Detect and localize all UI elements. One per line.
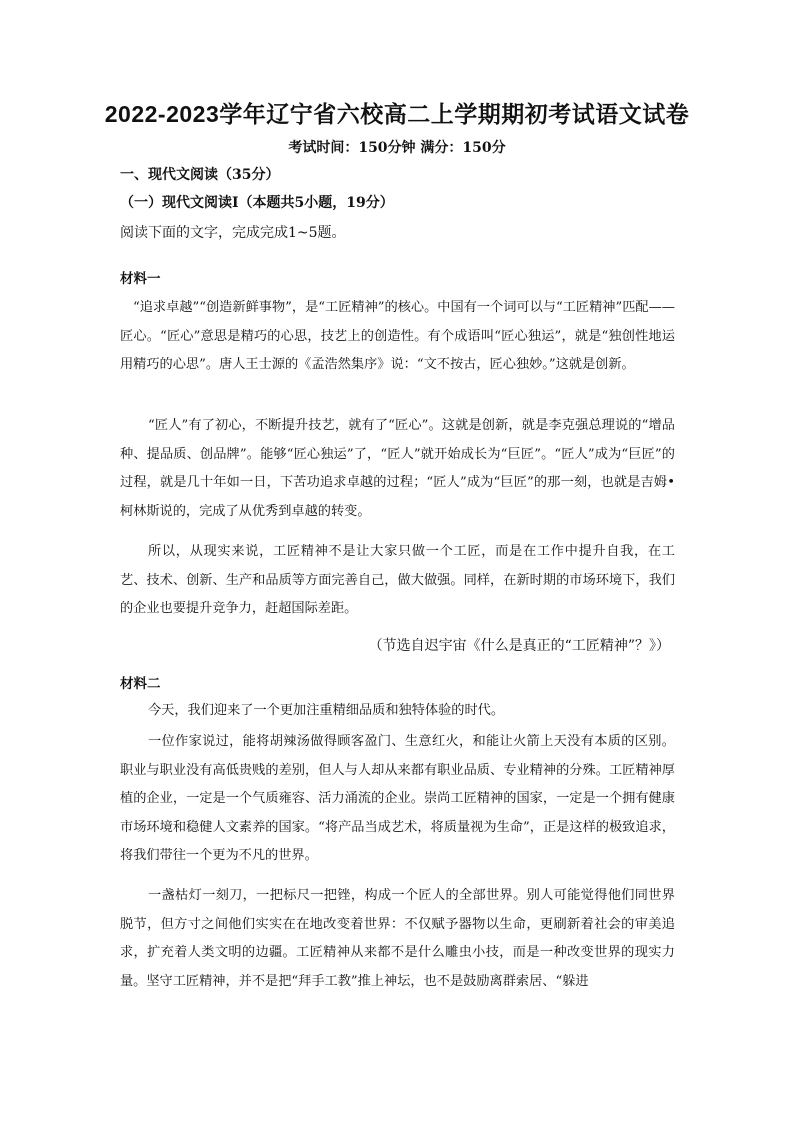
exam-info: 考试时间：150分钟 满分：150分 bbox=[288, 140, 506, 156]
material-one-paragraph: “追求卓越”“创造新鲜事物”，是“工匠精神”的核心。中国有一个词可以与“工匠精神”匹配——匠心。“匠心”意思是精巧的心思，技艺上的创造性。有个成语叫“匠心独运”，就是“独创性地运用精巧的心思”。唐人王士源的《孟浩然集序》说：“文不按古，匠心独妙。”这就是创新。 bbox=[120, 300, 675, 372]
material-two-paragraph: 一盏枯灯一刻刀，一把标尺一把锉，构成一个匠人的全部世界。别人可能觉得他们同世界脱节，但方寸之间他们实实在在地改变着世界：不仅赋予器物以生命，更刷新着社会的审美追求，扩充着人类文明的边疆。工匠精神从来都不是什么雕虫小技，而是一种改变世界的现实力量。坚守工匠精神，并不是把“拜手工教”推上神坛，也不是鼓励离群索居、“躲进 bbox=[120, 888, 675, 989]
material-two-paragraph: 一位作家说过，能将胡辣汤做得顾客盈门、生意红火，和能让火箭上天没有本质的区别。职业与职业没有高低贵贱的差别，但人与人却从来都有职业品质、专业精神的分殊。工匠精神厚植的企业，一定是一个气质雍容、活力涌流的企业。崇尚工匠精神的国家，一定是一个拥有健康市场环境和稳健人文素养的国家。“将产品当成艺术，将质量视为生命”，正是这样的极致追求，将我们带往一个更为不凡的世界。 bbox=[120, 734, 675, 863]
material-two-paragraph: 今天，我们迎来了一个更加注重精细品质和独特体验的时代。 bbox=[148, 703, 505, 718]
material-one-label: 材料一 bbox=[120, 271, 161, 287]
exam-title: 2022-2023学年辽宁省六校高二上学期期初考试语文试卷 bbox=[104, 101, 690, 127]
material-one-source: （节选自迟宇宙《什么是真正的“工匠精神”？》） bbox=[368, 638, 670, 654]
section-heading: 一、现代文阅读（35分） bbox=[120, 167, 280, 183]
material-one-paragraph: “匠人”有了初心，不断提升技艺，就有了“匠心”。这就是创新，就是李克强总理说的“增品种、提品质、创品牌”。能够“匠心独运”了，“匠人”就开始成长为“巨匠”。“匠人”成为“巨匠”的过程，就是几十年如一日，下苦功追求卓越的过程；“匠人”成为“巨匠”的那一刻，也就是吉姆•柯林斯说的，完成了从优秀到卓越的转变。 bbox=[120, 418, 675, 519]
reading-instruction: 阅读下面的文字，完成完成1~5题。 bbox=[120, 225, 346, 241]
sub-section-heading: （一）现代文阅读Ⅰ（本题共5小题，19分） bbox=[120, 195, 394, 211]
material-two-label: 材料二 bbox=[120, 676, 161, 692]
material-one-paragraph: 所以，从现实来说，工匠精神不是让大家只做一个工匠，而是在工作中提升自我，在工艺、技术、创新、生产和品质等方面完善自己，做大做强。同样，在新时期的市场环境下，我们的企业也要提升竞争力，赶超国际差距。 bbox=[120, 544, 675, 616]
